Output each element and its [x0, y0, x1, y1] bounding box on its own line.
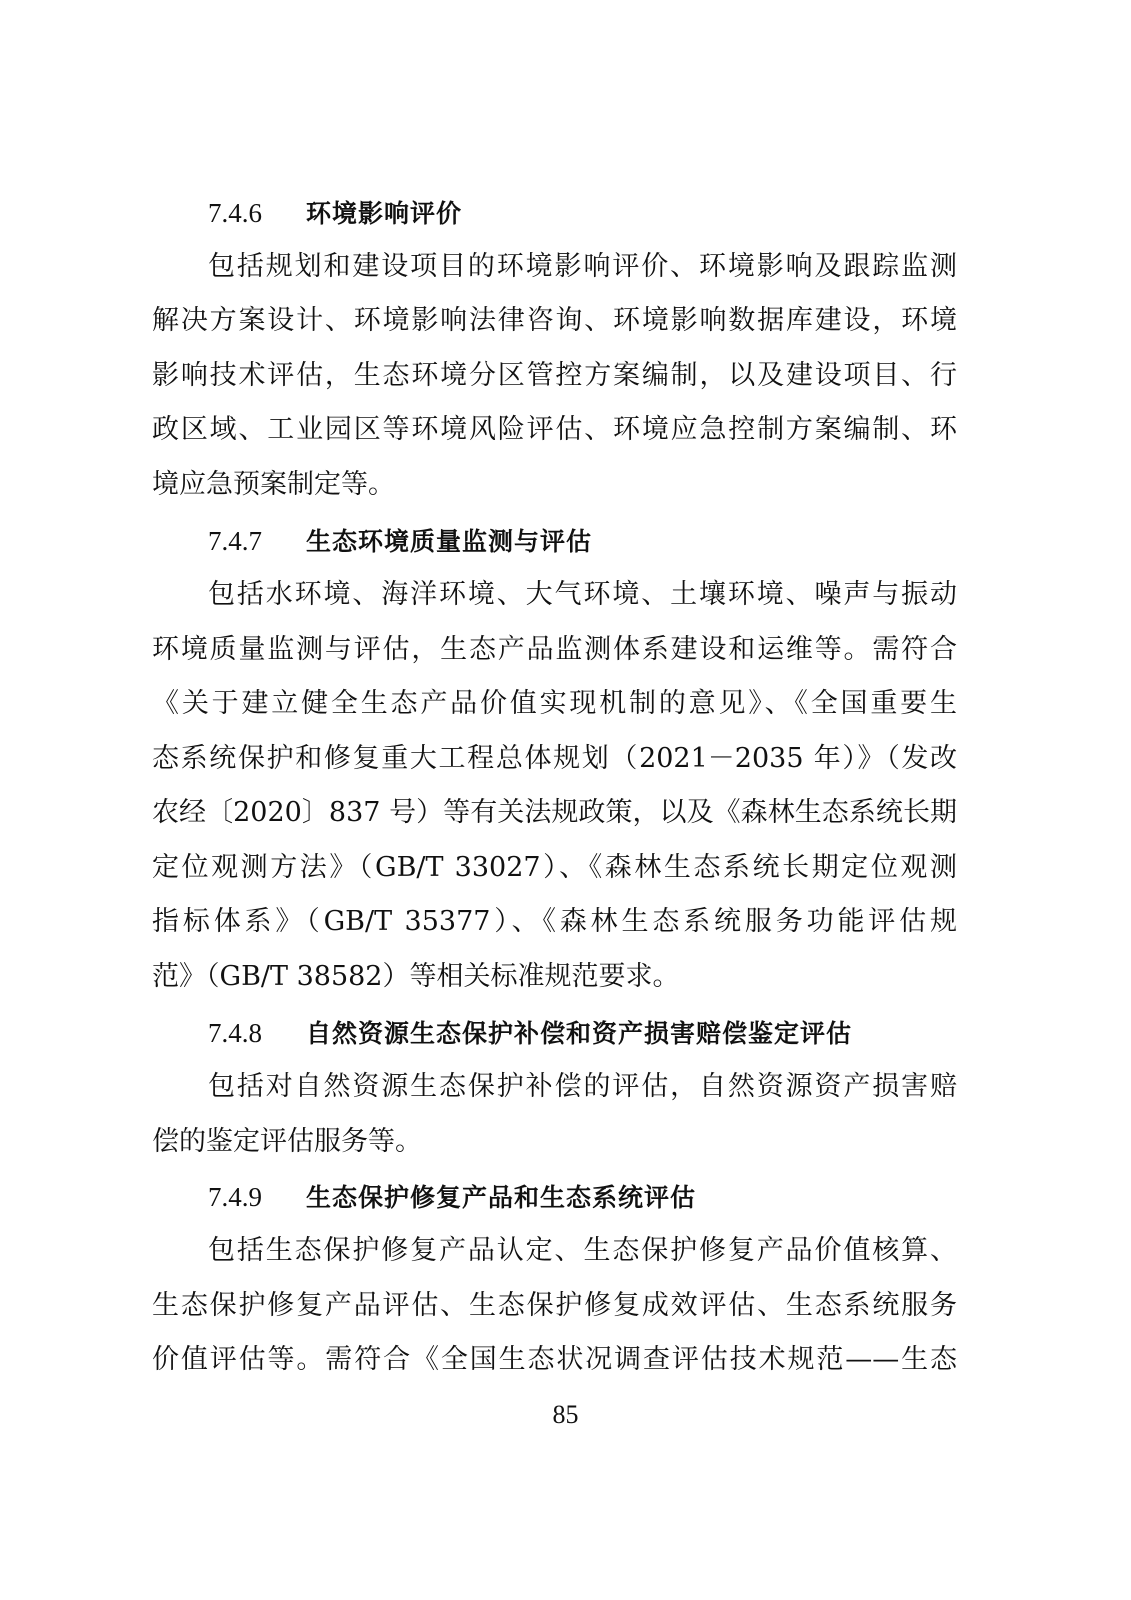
paragraph-line: 指标体系》（GB/T 35377）、《森林生态系统服务功能评估规	[152, 906, 957, 937]
paragraph-line: 定位观测方法》（GB/T 33027）、《森林生态系统长期定位观测	[152, 852, 957, 883]
paragraph-line: 影响技术评估，生态环境分区管控方案编制，以及建设项目、行	[152, 360, 957, 391]
section-heading-7-4-9	[208, 1177, 696, 1217]
paragraph-line: 环境质量监测与评估，生态产品监测体系建设和运维等。需符合	[152, 634, 957, 665]
paragraph-line: 偿的鉴定评估服务等。	[152, 1126, 422, 1157]
section-number: 7.4.6	[208, 198, 262, 228]
page-number: 85	[552, 1400, 579, 1429]
paragraph-line: 包括生态保护修复产品认定、生态保护修复产品价值核算、	[208, 1235, 957, 1266]
paragraph-line: 生态保护修复产品评估、生态保护修复成效评估、生态系统服务	[152, 1290, 957, 1321]
section-heading-7-4-7	[208, 521, 592, 561]
section-heading-7-4-6	[208, 193, 462, 233]
paragraph-line: 范》（GB/T 38582）等相关标准规范要求。	[152, 961, 680, 992]
paragraph-line: 政区域、工业园区等环境风险评估、环境应急控制方案编制、环	[152, 414, 957, 445]
paragraph-line: 包括规划和建设项目的环境影响评价、环境影响及跟踪监测	[208, 251, 957, 282]
paragraph-line: 《关于建立健全生态产品价值实现机制的意见》、《全国重要生	[152, 688, 957, 719]
paragraph-line: 农经〔2020〕837 号）等有关法规政策，以及《森林生态系统长期	[152, 797, 957, 828]
section-number: 7.4.8	[208, 1018, 262, 1048]
section-title: 自然资源生态保护补偿和资产损害赔偿鉴定评估	[306, 1019, 853, 1048]
paragraph-line: 价值评估等。需符合《全国生态状况调查评估技术规范——生态	[152, 1344, 957, 1375]
paragraph-line: 解决方案设计、环境影响法律咨询、环境影响数据库建设，环境	[152, 305, 957, 336]
section-number: 7.4.7	[208, 526, 262, 556]
section-heading-7-4-8	[208, 1013, 852, 1053]
paragraph-line: 包括水环境、海洋环境、大气环境、土壤环境、噪声与振动	[208, 579, 957, 610]
section-number: 7.4.9	[208, 1182, 262, 1212]
paragraph-line: 包括对自然资源生态保护补偿的评估，自然资源资产损害赔	[208, 1071, 957, 1102]
paragraph-line: 态系统保护和修复重大工程总体规划（2021－2035 年）》（发改	[152, 743, 957, 774]
section-title: 生态保护修复产品和生态系统评估	[306, 1183, 697, 1212]
section-title: 生态环境质量监测与评估	[306, 527, 593, 556]
section-title: 环境影响评价	[306, 199, 463, 228]
paragraph-line: 境应急预案制定等。	[152, 469, 395, 500]
